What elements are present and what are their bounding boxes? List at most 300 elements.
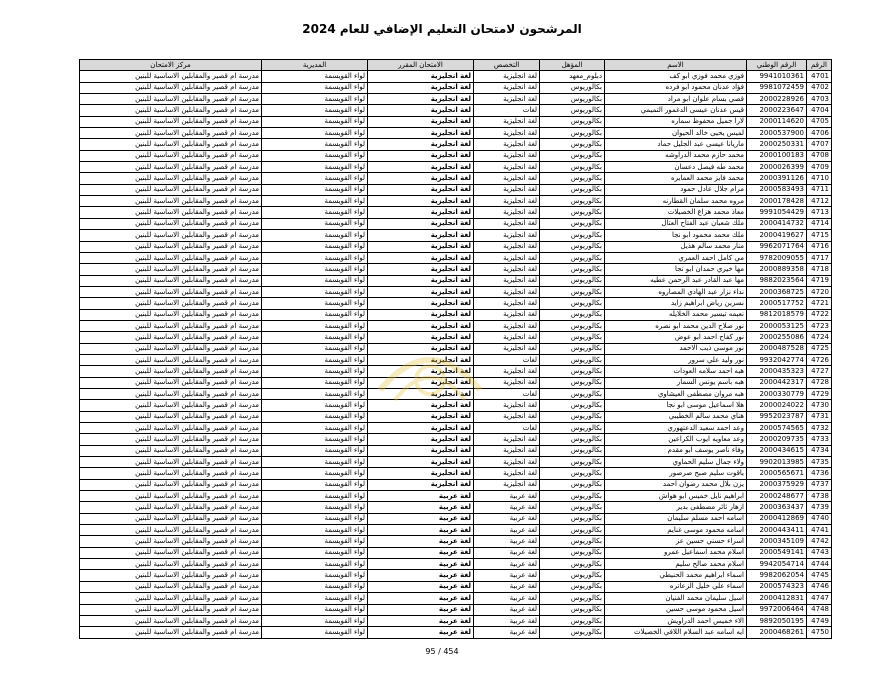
- cell-name: هبه مروان مصطفى العيشاوي: [605, 388, 747, 399]
- cell-national-id: 9972006464: [747, 604, 807, 615]
- cell-directorate: لواء القويسمة: [262, 479, 368, 490]
- cell-exam-center: مدرسة ام قصير والمقابلين الاساسية للبنين: [80, 173, 262, 184]
- header-national-id: الرقم الوطني: [747, 60, 807, 71]
- cell-national-id: 2000228926: [747, 94, 807, 105]
- cell-exam-center: مدرسة ام قصير والمقابلين الاساسية للبنين: [80, 502, 262, 513]
- cell-national-id: 9782009055: [747, 252, 807, 263]
- cell-directorate: لواء القويسمة: [262, 525, 368, 536]
- cell-specialization: لغة انجليزية: [474, 479, 540, 490]
- cell-name: مي كامل احمد العمري: [605, 252, 747, 263]
- cell-num: 4704: [807, 105, 832, 116]
- table-row: [80, 320, 832, 331]
- cell-exam-center: مدرسة ام قصير والمقابلين الاساسية للبنين: [80, 128, 262, 139]
- cell-exam: لغة انجليزية: [368, 71, 474, 82]
- cell-specialization: لغة انجليزية: [474, 150, 540, 161]
- cell-directorate: لواء القويسمة: [262, 105, 368, 116]
- cell-exam-center: مدرسة ام قصير والمقابلين الاساسية للبنين: [80, 479, 262, 490]
- cell-directorate: لواء القويسمة: [262, 162, 368, 173]
- cell-exam-center: مدرسة ام قصير والمقابلين الاساسية للبنين: [80, 547, 262, 558]
- cell-qualification: بكالوريوس: [540, 593, 605, 604]
- cell-exam-center: مدرسة ام قصير والمقابلين الاساسية للبنين: [80, 570, 262, 581]
- cell-exam: لغة انجليزية: [368, 411, 474, 422]
- header-directorate: المديرية: [262, 60, 368, 71]
- cell-qualification: بكالوريوس: [540, 82, 605, 93]
- table-header-row: [80, 60, 832, 71]
- cell-name: منار محمد سالم هذيل: [605, 241, 747, 252]
- cell-qualification: بكالوريوس: [540, 570, 605, 581]
- cell-specialization: لغة انجليزية: [474, 218, 540, 229]
- cell-num: 4702: [807, 82, 832, 93]
- table-row: [80, 184, 832, 195]
- header-qualification: المؤهل: [540, 60, 605, 71]
- cell-national-id: 2000412831: [747, 593, 807, 604]
- cell-exam: لغة عربية: [368, 604, 474, 615]
- cell-national-id: 2000250331: [747, 139, 807, 150]
- cell-exam: لغة انجليزية: [368, 388, 474, 399]
- cell-num: 4715: [807, 230, 832, 241]
- cell-name: وفاء ناصر يوسف ابو مقدم: [605, 445, 747, 456]
- cell-exam-center: مدرسة ام قصير والمقابلين الاساسية للبنين: [80, 411, 262, 422]
- cell-num: 4742: [807, 536, 832, 547]
- cell-exam: لغة انجليزية: [368, 139, 474, 150]
- table-row: [80, 275, 832, 286]
- cell-exam-center: مدرسة ام قصير والمقابلين الاساسية للبنين: [80, 241, 262, 252]
- cell-directorate: لواء القويسمة: [262, 388, 368, 399]
- cell-exam: لغة انجليزية: [368, 105, 474, 116]
- cell-exam-center: مدرسة ام قصير والمقابلين الاساسية للبنين: [80, 275, 262, 286]
- cell-num: 4706: [807, 128, 832, 139]
- cell-specialization: لغة انجليزية: [474, 264, 540, 275]
- cell-directorate: لواء القويسمة: [262, 184, 368, 195]
- table-row: [80, 377, 832, 388]
- table-row: [80, 230, 832, 241]
- cell-exam-center: مدرسة ام قصير والمقابلين الاساسية للبنين: [80, 581, 262, 592]
- cell-specialization: لغات: [474, 105, 540, 116]
- cell-exam-center: مدرسة ام قصير والمقابلين الاساسية للبنين: [80, 343, 262, 354]
- cell-qualification: بكالوريوس: [540, 252, 605, 263]
- cell-specialization: لغة انجليزية: [474, 184, 540, 195]
- cell-directorate: لواء القويسمة: [262, 400, 368, 411]
- cell-name: نور كفاح احمد ابو عوض: [605, 332, 747, 343]
- cell-national-id: 2000414732: [747, 218, 807, 229]
- cell-num: 4744: [807, 559, 832, 570]
- cell-qualification: بكالوريوس: [540, 491, 605, 502]
- cell-qualification: بكالوريوس: [540, 241, 605, 252]
- cell-national-id: 9942054714: [747, 559, 807, 570]
- cell-specialization: لغة انجليزية: [474, 377, 540, 388]
- cell-specialization: لغة انجليزية: [474, 230, 540, 241]
- cell-directorate: لواء القويسمة: [262, 536, 368, 547]
- cell-num: 4708: [807, 150, 832, 161]
- cell-national-id: 2000549141: [747, 547, 807, 558]
- cell-name: محمد حازم محمد الدراوشه: [605, 150, 747, 161]
- cell-name: ماريانا عيسى عبد الجليل حماد: [605, 139, 747, 150]
- cell-name: مها عبد القادر عبد الرحمن عطيه: [605, 275, 747, 286]
- cell-specialization: لغة انجليزية: [474, 116, 540, 127]
- cell-exam-center: مدرسة ام قصير والمقابلين الاساسية للبنين: [80, 252, 262, 263]
- cell-national-id: 2000434615: [747, 445, 807, 456]
- cell-qualification: بكالوريوس: [540, 513, 605, 524]
- cell-directorate: لواء القويسمة: [262, 581, 368, 592]
- cell-name: نداء نزار عبد الهادي المصاروه: [605, 286, 747, 297]
- cell-specialization: لغة انجليزية: [474, 298, 540, 309]
- table-row: [80, 491, 832, 502]
- cell-num: 4732: [807, 423, 832, 434]
- cell-exam: لغة انجليزية: [368, 173, 474, 184]
- cell-name: نعيمه تيسير محمد الخلايله: [605, 309, 747, 320]
- table-row: [80, 264, 832, 275]
- cell-exam-center: مدرسة ام قصير والمقابلين الاساسية للبنين: [80, 445, 262, 456]
- cell-national-id: 2000345109: [747, 536, 807, 547]
- cell-num: 4703: [807, 94, 832, 105]
- cell-qualification: بكالوريوس: [540, 615, 605, 626]
- cell-exam: لغة عربية: [368, 536, 474, 547]
- cell-exam-center: مدرسة ام قصير والمقابلين الاساسية للبنين: [80, 377, 262, 388]
- cell-national-id: 9952023787: [747, 411, 807, 422]
- cell-qualification: بكالوريوس: [540, 309, 605, 320]
- cell-specialization: لغة انجليزية: [474, 162, 540, 173]
- cell-specialization: لغة انجليزية: [474, 286, 540, 297]
- cell-specialization: لغة انجليزية: [474, 82, 540, 93]
- cell-directorate: لواء القويسمة: [262, 128, 368, 139]
- cell-exam: لغة انجليزية: [368, 434, 474, 445]
- table-row: [80, 525, 832, 536]
- cell-directorate: لواء القويسمة: [262, 286, 368, 297]
- cell-exam-center: مدرسة ام قصير والمقابلين الاساسية للبنين: [80, 434, 262, 445]
- header-num: الرقم: [807, 60, 832, 71]
- cell-national-id: 9902013985: [747, 457, 807, 468]
- cell-exam: لغة انجليزية: [368, 82, 474, 93]
- table-row: [80, 196, 832, 207]
- cell-exam: لغة انجليزية: [368, 320, 474, 331]
- cell-specialization: لغة انجليزية: [474, 343, 540, 354]
- cell-exam-center: مدرسة ام قصير والمقابلين الاساسية للبنين: [80, 332, 262, 343]
- cell-name: اسامه محمود موسى غنايم: [605, 525, 747, 536]
- cell-qualification: بكالوريوس: [540, 94, 605, 105]
- cell-exam-center: مدرسة ام قصير والمقابلين الاساسية للبنين: [80, 218, 262, 229]
- cell-num: 4748: [807, 604, 832, 615]
- cell-exam-center: مدرسة ام قصير والمقابلين الاساسية للبنين: [80, 354, 262, 365]
- cell-national-id: 2000537900: [747, 128, 807, 139]
- cell-exam: لغة عربية: [368, 615, 474, 626]
- cell-num: 4725: [807, 343, 832, 354]
- cell-exam-center: مدرسة ام قصير والمقابلين الاساسية للبنين: [80, 94, 262, 105]
- cell-qualification: بكالوريوس: [540, 105, 605, 116]
- cell-num: 4705: [807, 116, 832, 127]
- cell-name: قيس عدنان عيسى الدغمور التميمي: [605, 105, 747, 116]
- header-name: الاسم: [605, 60, 747, 71]
- cell-qualification: بكالوريوس: [540, 423, 605, 434]
- cell-directorate: لواء القويسمة: [262, 139, 368, 150]
- cell-directorate: لواء القويسمة: [262, 434, 368, 445]
- cell-directorate: لواء القويسمة: [262, 423, 368, 434]
- cell-num: 4726: [807, 354, 832, 365]
- cell-qualification: بكالوريوس: [540, 264, 605, 275]
- cell-num: 4739: [807, 502, 832, 513]
- cell-directorate: لواء القويسمة: [262, 570, 368, 581]
- cell-qualification: بكالوريوس: [540, 184, 605, 195]
- cell-exam-center: مدرسة ام قصير والمقابلين الاساسية للبنين: [80, 139, 262, 150]
- cell-name: ابراهيم نايل خميس ابو هواش: [605, 491, 747, 502]
- cell-num: 4740: [807, 513, 832, 524]
- cell-national-id: 2000178428: [747, 196, 807, 207]
- cell-name: نور صلاح الدين محمد ابو نصره: [605, 320, 747, 331]
- page-title: المرشحون لامتحان التعليم الإضافي للعام 2024: [302, 22, 582, 36]
- cell-qualification: بكالوريوس: [540, 388, 605, 399]
- cell-qualification: بكالوريوس: [540, 275, 605, 286]
- cell-exam-center: مدرسة ام قصير والمقابلين الاساسية للبنين: [80, 491, 262, 502]
- cell-specialization: لغة انجليزية: [474, 468, 540, 479]
- cell-national-id: 2000114620: [747, 116, 807, 127]
- cell-exam-center: مدرسة ام قصير والمقابلين الاساسية للبنين: [80, 105, 262, 116]
- cell-name: هبه باسم يونس السمار: [605, 377, 747, 388]
- table-row: [80, 593, 832, 604]
- table-row: [80, 343, 832, 354]
- cell-directorate: لواء القويسمة: [262, 218, 368, 229]
- cell-directorate: لواء القويسمة: [262, 332, 368, 343]
- cell-name: اسامه احمد مسلم سليمان: [605, 513, 747, 524]
- cell-specialization: لغة انجليزية: [474, 94, 540, 105]
- cell-name: فؤاد عدنان محمود ابو فرده: [605, 82, 747, 93]
- cell-name: نور موسى ذيب الاحمد: [605, 343, 747, 354]
- cell-num: 4731: [807, 411, 832, 422]
- cell-directorate: لواء القويسمة: [262, 241, 368, 252]
- cell-exam: لغة عربية: [368, 627, 474, 638]
- cell-specialization: لغة عربية: [474, 525, 540, 536]
- cell-num: 4717: [807, 252, 832, 263]
- cell-directorate: لواء القويسمة: [262, 502, 368, 513]
- cell-national-id: 2000248677: [747, 491, 807, 502]
- cell-national-id: 9892050195: [747, 615, 807, 626]
- cell-name: اسلام محمد صالح سليم: [605, 559, 747, 570]
- cell-exam: لغة عربية: [368, 525, 474, 536]
- cell-name: مرام جلال عادل حمود: [605, 184, 747, 195]
- cell-name: اسيل سليمان محمد الفنيان: [605, 593, 747, 604]
- table-row: [80, 332, 832, 343]
- cell-exam-center: مدرسة ام قصير والمقابلين الاساسية للبنين: [80, 298, 262, 309]
- cell-exam-center: مدرسة ام قصير والمقابلين الاساسية للبنين: [80, 196, 262, 207]
- table-row: [80, 116, 832, 127]
- table-row: [80, 162, 832, 173]
- cell-specialization: لغات: [474, 354, 540, 365]
- cell-specialization: لغات: [474, 388, 540, 399]
- cell-exam-center: مدرسة ام قصير والمقابلين الاساسية للبنين: [80, 230, 262, 241]
- cell-qualification: بكالوريوس: [540, 457, 605, 468]
- cell-specialization: لغة انجليزية: [474, 434, 540, 445]
- cell-qualification: بكالوريوس: [540, 547, 605, 558]
- cell-exam: لغة عربية: [368, 502, 474, 513]
- cell-national-id: 9882023564: [747, 275, 807, 286]
- cell-specialization: لغة عربية: [474, 615, 540, 626]
- cell-qualification: بكالوريوس: [540, 343, 605, 354]
- cell-num: 4737: [807, 479, 832, 490]
- cell-specialization: لغة انجليزية: [474, 252, 540, 263]
- cell-directorate: لواء القويسمة: [262, 94, 368, 105]
- cell-exam-center: مدرسة ام قصير والمقابلين الاساسية للبنين: [80, 615, 262, 626]
- table-row: [80, 139, 832, 150]
- cell-specialization: لغة انجليزية: [474, 196, 540, 207]
- cell-name: مروه محمد سلمان القطارنه: [605, 196, 747, 207]
- cell-specialization: لغة انجليزية: [474, 173, 540, 184]
- cell-qualification: بكالوريوس: [540, 139, 605, 150]
- cell-national-id: 2000574323: [747, 581, 807, 592]
- cell-national-id: 2000468261: [747, 627, 807, 638]
- cell-name: ملك شعبان عبد الفتاح العتال: [605, 218, 747, 229]
- cell-exam: لغة عربية: [368, 513, 474, 524]
- cell-qualification: بكالوريوس: [540, 468, 605, 479]
- cell-exam: لغة انجليزية: [368, 230, 474, 241]
- cell-qualification: بكالوريوس: [540, 411, 605, 422]
- cell-exam: لغة عربية: [368, 559, 474, 570]
- cell-name: نسرين رياض ابراهيم زايد: [605, 298, 747, 309]
- cell-exam-center: مدرسة ام قصير والمقابلين الاساسية للبنين: [80, 116, 262, 127]
- cell-national-id: 9982062054: [747, 570, 807, 581]
- table-row: [80, 218, 832, 229]
- cell-exam-center: مدرسة ام قصير والمقابلين الاساسية للبنين: [80, 82, 262, 93]
- cell-name: وعد احمد سعيد الدعتهوري: [605, 423, 747, 434]
- cell-directorate: لواء القويسمة: [262, 275, 368, 286]
- candidates-table: [79, 59, 832, 639]
- cell-exam: لغة انجليزية: [368, 150, 474, 161]
- cell-name: اسراء حسني حسين عز: [605, 536, 747, 547]
- cell-qualification: بكالوريوس: [540, 559, 605, 570]
- cell-num: 4711: [807, 184, 832, 195]
- cell-num: 4720: [807, 286, 832, 297]
- cell-national-id: 2000100183: [747, 150, 807, 161]
- cell-exam-center: مدرسة ام قصير والمقابلين الاساسية للبنين: [80, 559, 262, 570]
- cell-exam-center: مدرسة ام قصير والمقابلين الاساسية للبنين: [80, 525, 262, 536]
- cell-exam: لغة انجليزية: [368, 354, 474, 365]
- table-row: [80, 411, 832, 422]
- cell-directorate: لواء القويسمة: [262, 559, 368, 570]
- table-row: [80, 354, 832, 365]
- cell-exam: لغة انجليزية: [368, 468, 474, 479]
- cell-num: 4746: [807, 581, 832, 592]
- cell-directorate: لواء القويسمة: [262, 593, 368, 604]
- page-number: 95 / 454: [425, 647, 459, 656]
- cell-national-id: 2000442317: [747, 377, 807, 388]
- cell-qualification: بكالوريوس: [540, 502, 605, 513]
- table-row: [80, 445, 832, 456]
- cell-exam-center: مدرسة ام قصير والمقابلين الاساسية للبنين: [80, 604, 262, 615]
- cell-exam: لغة انجليزية: [368, 218, 474, 229]
- cell-exam: لغة انجليزية: [368, 309, 474, 320]
- cell-qualification: بكالوريوس: [540, 207, 605, 218]
- cell-name: اسيل محمود موسى حسين: [605, 604, 747, 615]
- cell-num: 4718: [807, 264, 832, 275]
- cell-exam-center: مدرسة ام قصير والمقابلين الاساسية للبنين: [80, 536, 262, 547]
- cell-name: لميس يحيى خالد الحيوان: [605, 128, 747, 139]
- cell-national-id: 2000375929: [747, 479, 807, 490]
- cell-num: 4728: [807, 377, 832, 388]
- table-row: [80, 366, 832, 377]
- cell-exam: لغة انجليزية: [368, 457, 474, 468]
- cell-specialization: لغات: [474, 423, 540, 434]
- cell-directorate: لواء القويسمة: [262, 513, 368, 524]
- cell-directorate: لواء القويسمة: [262, 309, 368, 320]
- cell-directorate: لواء القويسمة: [262, 150, 368, 161]
- cell-name: يزن بلال محمد رضوان احمد: [605, 479, 747, 490]
- cell-exam: لغة انجليزية: [368, 400, 474, 411]
- cell-num: 4745: [807, 570, 832, 581]
- cell-name: هلا اسماعيل موسى ابو نجا: [605, 400, 747, 411]
- cell-num: 4729: [807, 388, 832, 399]
- cell-national-id: 2000024022: [747, 400, 807, 411]
- cell-name: ازهار ثائر مصطفى بدير: [605, 502, 747, 513]
- cell-exam: لغة عربية: [368, 570, 474, 581]
- cell-num: 4701: [807, 71, 832, 82]
- table-row: [80, 309, 832, 320]
- cell-qualification: بكالوريوس: [540, 128, 605, 139]
- cell-qualification: بكالوريوس: [540, 286, 605, 297]
- cell-directorate: لواء القويسمة: [262, 230, 368, 241]
- header-exam-center: مركز الامتحان: [80, 60, 262, 71]
- table-row: [80, 82, 832, 93]
- cell-qualification: بكالوريوس: [540, 150, 605, 161]
- cell-directorate: لواء القويسمة: [262, 71, 368, 82]
- cell-num: 4707: [807, 139, 832, 150]
- cell-exam-center: مدرسة ام قصير والمقابلين الاساسية للبنين: [80, 593, 262, 604]
- cell-qualification: بكالوريوس: [540, 298, 605, 309]
- cell-national-id: 2000368725: [747, 286, 807, 297]
- cell-qualification: بكالوريوس: [540, 354, 605, 365]
- cell-directorate: لواء القويسمة: [262, 82, 368, 93]
- table-row: [80, 252, 832, 263]
- cell-num: 4734: [807, 445, 832, 456]
- cell-national-id: 2000053125: [747, 320, 807, 331]
- cell-exam: لغة انجليزية: [368, 423, 474, 434]
- cell-directorate: لواء القويسمة: [262, 116, 368, 127]
- cell-qualification: بكالوريوس: [540, 581, 605, 592]
- cell-national-id: 2000435323: [747, 366, 807, 377]
- cell-directorate: لواء القويسمة: [262, 320, 368, 331]
- cell-num: 4743: [807, 547, 832, 558]
- cell-exam: لغة عربية: [368, 581, 474, 592]
- cell-national-id: 9941010361: [747, 71, 807, 82]
- cell-qualification: بكالوريوس: [540, 162, 605, 173]
- cell-num: 4723: [807, 320, 832, 331]
- cell-exam-center: مدرسة ام قصير والمقابلين الاساسية للبنين: [80, 264, 262, 275]
- cell-national-id: 9932042774: [747, 354, 807, 365]
- cell-name: مها خيري حمدان ابو نجا: [605, 264, 747, 275]
- cell-exam-center: مدرسة ام قصير والمقابلين الاساسية للبنين: [80, 309, 262, 320]
- cell-num: 4730: [807, 400, 832, 411]
- cell-exam: لغة انجليزية: [368, 162, 474, 173]
- cell-qualification: بكالوريوس: [540, 445, 605, 456]
- header-exam: الامتحان المقرر: [368, 60, 474, 71]
- cell-national-id: 2000574565: [747, 423, 807, 434]
- cell-exam: لغة انجليزية: [368, 445, 474, 456]
- cell-num: 4749: [807, 615, 832, 626]
- cell-directorate: لواء القويسمة: [262, 264, 368, 275]
- cell-name: نور وليد علي سرور: [605, 354, 747, 365]
- cell-national-id: 2000583493: [747, 184, 807, 195]
- cell-name: هبه احمد سلامه العودات: [605, 366, 747, 377]
- cell-specialization: لغة انجليزية: [474, 445, 540, 456]
- cell-qualification: بكالوريوس: [540, 320, 605, 331]
- cell-num: 4735: [807, 457, 832, 468]
- cell-exam-center: مدرسة ام قصير والمقابلين الاساسية للبنين: [80, 627, 262, 638]
- cell-directorate: لواء القويسمة: [262, 547, 368, 558]
- cell-name: اسماء ابراهيم محمد الحنيطي: [605, 570, 747, 581]
- cell-directorate: لواء القويسمة: [262, 627, 368, 638]
- cell-num: 4741: [807, 525, 832, 536]
- cell-qualification: دبلوم_معهد: [540, 71, 605, 82]
- cell-name: معاذ محمد هزاع الخصيلات: [605, 207, 747, 218]
- cell-num: 4733: [807, 434, 832, 445]
- cell-exam-center: مدرسة ام قصير والمقابلين الاساسية للبنين: [80, 388, 262, 399]
- cell-specialization: لغة عربية: [474, 513, 540, 524]
